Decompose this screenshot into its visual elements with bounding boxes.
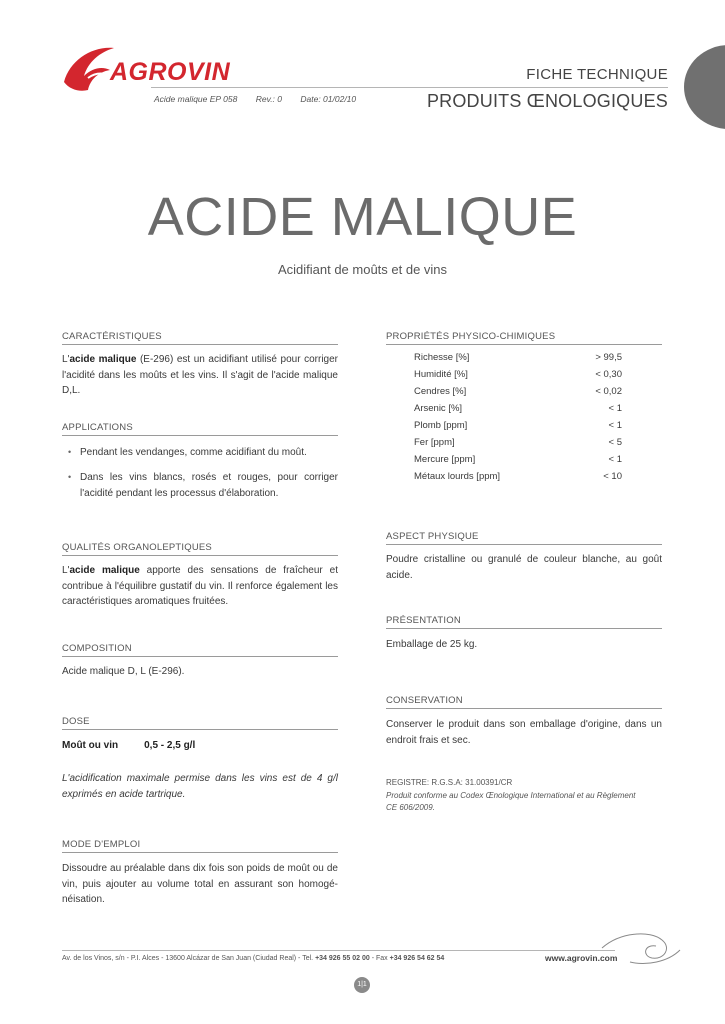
property-value: < 5 bbox=[608, 437, 622, 448]
applications-item: • Dans les vins blancs, rosés et rouges, pour corriger l'acidité pendant les processus d'élaboration. bbox=[80, 470, 338, 501]
qualites-pre: L' bbox=[62, 565, 70, 576]
caracteristiques-text bbox=[62, 352, 338, 399]
page-number: 1|1 bbox=[354, 977, 370, 993]
heading-mode-emploi: MODE D'EMPLOI bbox=[62, 839, 338, 853]
heading-qualites: QUALITÉS ORGANOLEPTIQUES bbox=[62, 542, 338, 556]
property-row bbox=[414, 471, 622, 488]
qualites-bold: acide malique bbox=[69, 565, 140, 576]
qualites-body: apporte des sensations de fraîcheur et contribue à l'équilibre gustatif du vin. Il renforce également les caractéristiques aromatiques fruitées. bbox=[62, 565, 338, 607]
property-value: < 0,30 bbox=[595, 369, 622, 380]
caracteristiques-pre: L' bbox=[62, 354, 70, 365]
fax-label: - Fax bbox=[369, 955, 390, 962]
doc-date: Date: 01/02/10 bbox=[300, 94, 357, 104]
heading-applications: APPLICATIONS bbox=[62, 422, 338, 436]
dose-note: L'acidification maximale permise dans les vins est de 4 g/l exprimés en acide tartrique. bbox=[62, 773, 338, 800]
property-name: Richesse [%] bbox=[414, 352, 470, 363]
swirl-icon bbox=[600, 928, 682, 966]
produits-oenologiques-label: PRODUITS ŒNOLOGIQUES bbox=[426, 91, 668, 111]
fiche-technique-label: FICHE TECHNIQUE bbox=[526, 66, 668, 83]
heading-composition: COMPOSITION bbox=[62, 643, 338, 657]
property-row bbox=[414, 403, 622, 420]
presentation-text: Emballage de 25 kg. bbox=[386, 639, 478, 650]
property-row bbox=[414, 420, 622, 437]
properties-table bbox=[414, 352, 622, 488]
property-name: Métaux lourds [ppm] bbox=[414, 471, 501, 482]
website-link[interactable]: www.agrovin.com bbox=[545, 953, 618, 963]
phone-number: +34 926 55 02 00 bbox=[315, 955, 370, 962]
registre-text: REGISTRE: R.G.S.A: 31.00391/CR bbox=[386, 778, 513, 787]
property-value: < 1 bbox=[608, 403, 622, 414]
property-name: Fer [ppm] bbox=[414, 437, 455, 448]
doc-revision: Rev.: 0 bbox=[255, 94, 282, 104]
property-value: < 1 bbox=[608, 454, 622, 465]
property-name: Plomb [ppm] bbox=[414, 420, 468, 431]
conservation-text: Conserver le produit dans son emballage d'origine, dans un endroit frais et sec. bbox=[386, 719, 662, 746]
property-row bbox=[414, 352, 622, 369]
property-row bbox=[414, 386, 622, 403]
property-name: Cendres [%] bbox=[414, 386, 467, 397]
property-name: Humidité [%] bbox=[414, 369, 468, 380]
product-title: ACIDE MALIQUE bbox=[147, 187, 578, 247]
heading-presentation: PRÉSENTATION bbox=[386, 615, 662, 629]
applications-item: • Pendant les vendanges, comme acidifiant du moût. bbox=[80, 445, 338, 461]
corner-tab bbox=[684, 45, 725, 129]
heading-dose: DOSE bbox=[62, 716, 338, 730]
property-row bbox=[414, 437, 622, 454]
property-value: < 0,02 bbox=[595, 386, 622, 397]
heading-conservation: CONSERVATION bbox=[386, 695, 662, 709]
address-text: Av. de los Vinos, s/n - P.I. Alces - 13600 Alcázar de San Juan (Ciudad Real) - Tel. bbox=[62, 955, 316, 962]
qualites-text bbox=[62, 563, 338, 610]
property-name: Mercure [ppm] bbox=[414, 454, 476, 465]
mode-emploi-text: Dissoudre au préalable dans dix fois son poids de moût ou de vin, puis ajouter au volume total en assurant son homogé-néisation. bbox=[62, 863, 338, 905]
conformity-text: Produit conforme au Codex Œnologique International et au Règlement CE 606/2009. bbox=[386, 791, 636, 812]
caracteristiques-bold: acide malique bbox=[69, 354, 137, 365]
document-meta bbox=[154, 94, 372, 104]
footer-address bbox=[62, 955, 444, 962]
dose-row bbox=[62, 740, 195, 751]
header-divider bbox=[151, 87, 668, 88]
heading-caracteristiques: CARACTÉRISTIQUES bbox=[62, 331, 338, 345]
fax-number: +34 926 54 62 54 bbox=[389, 955, 445, 962]
footer-divider bbox=[62, 950, 615, 951]
heading-proprietes: PROPRIÉTÉS PHYSICO-CHIMIQUES bbox=[386, 331, 662, 345]
property-row bbox=[414, 454, 622, 471]
dose-value: 0,5 - 2,5 g/l bbox=[144, 740, 196, 751]
caracteristiques-body: (E-296) est un acidifiant utilisé pour corriger l'acidité dans les moûts et les vins. Il s'agit de l'acide malique D,L. bbox=[62, 354, 339, 396]
heading-aspect: ASPECT PHYSIQUE bbox=[386, 531, 662, 545]
property-value: < 1 bbox=[608, 420, 622, 431]
property-value: > 99,5 bbox=[595, 352, 622, 363]
property-row bbox=[414, 369, 622, 386]
brand-name: AGROVIN bbox=[110, 58, 231, 86]
aspect-text: Poudre cristalline ou granulé de couleur blanche, au goût acide. bbox=[386, 554, 662, 581]
property-name: Arsenic [%] bbox=[414, 403, 463, 414]
product-subtitle: Acidifiant de moûts et de vins bbox=[277, 262, 448, 277]
property-value: < 10 bbox=[603, 471, 622, 482]
composition-text: Acide malique D, L (E-296). bbox=[62, 666, 185, 677]
dose-label: Moût ou vin bbox=[62, 740, 119, 751]
doc-reference: Acide malique EP 058 bbox=[154, 94, 238, 104]
